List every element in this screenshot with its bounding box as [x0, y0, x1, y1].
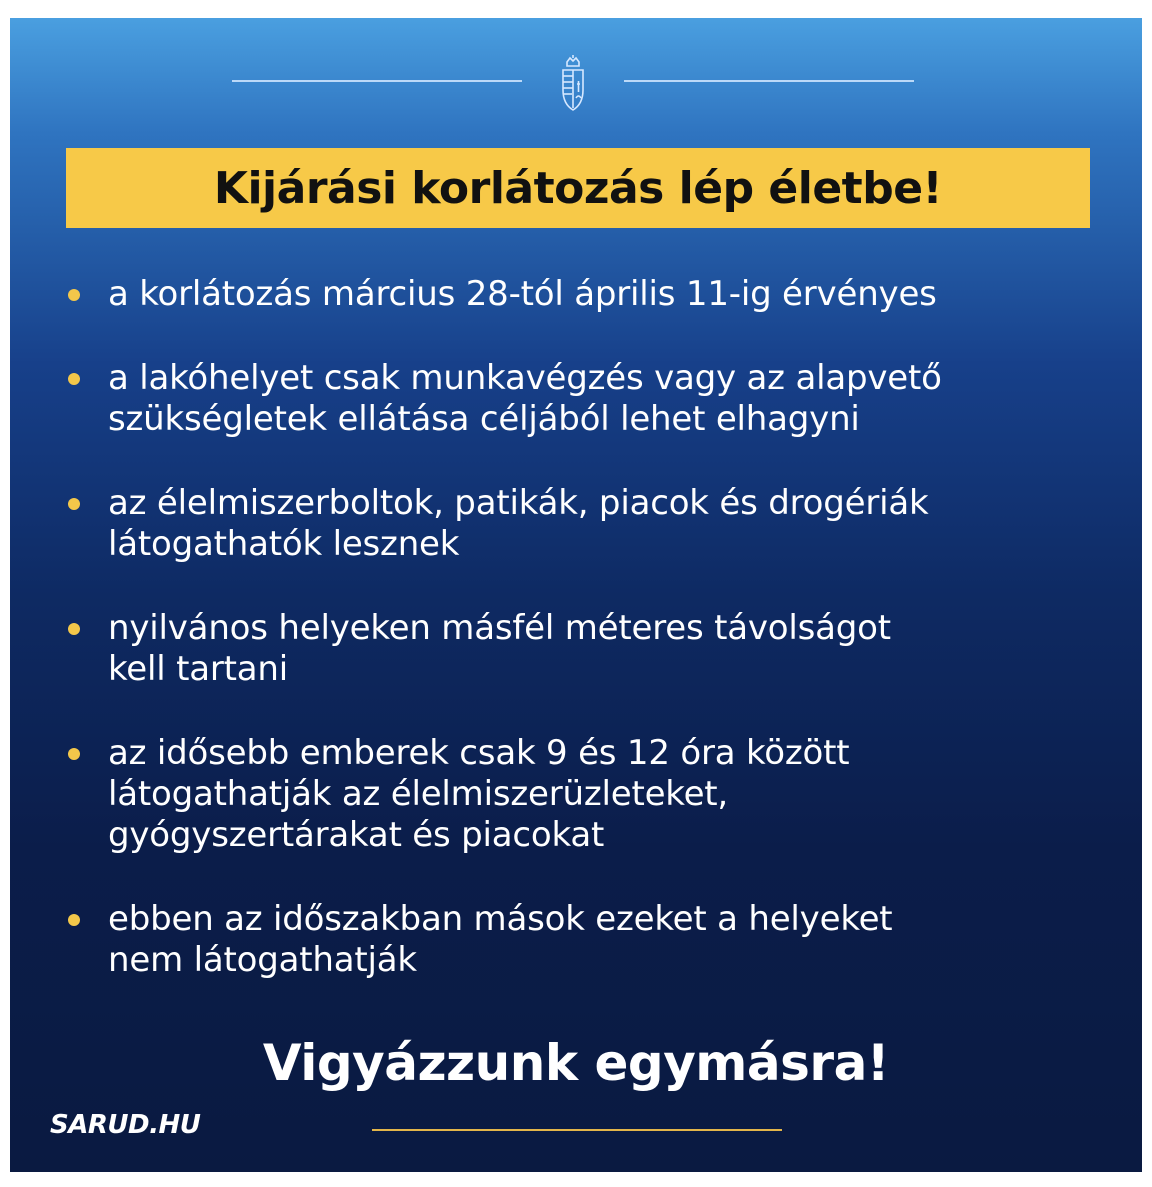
list-item-text: szükségletek ellátása céljából lehet elhagyni [108, 399, 860, 439]
top-divider-right [624, 80, 914, 82]
slogan: Vigyázzunk egymásra! [262, 1034, 890, 1092]
watermark: SARUD.HU [50, 1110, 201, 1140]
list-item [60, 483, 1120, 565]
bullet-list [60, 274, 1120, 981]
list-item [60, 274, 1120, 315]
headline-banner [66, 148, 1090, 228]
list-item-text: a lakóhelyet csak munkavégzés vagy az alapvető [108, 358, 942, 398]
bullet-dot-icon [68, 289, 80, 301]
list-item-text: ebben az időszakban mások ezeket a helyeket [108, 899, 893, 939]
headline: Kijárási korlátozás lép életbe! [213, 162, 943, 214]
bottom-divider [372, 1129, 782, 1131]
list-item-text: a korlátozás március 28-tól április 11-ig érvényes [108, 274, 937, 314]
list-item-text: látogathatják az élelmiszerüzleteket, [108, 774, 729, 814]
poster [10, 18, 1142, 1172]
bullet-dot-icon [68, 623, 80, 635]
bullet-dot-icon [68, 373, 80, 385]
list-item-text: nem látogathatják [108, 940, 417, 980]
list-item-text: nyilvános helyeken másfél méteres távolságot [108, 608, 891, 648]
coat-of-arms-icon [558, 54, 588, 112]
bullet-dot-icon [68, 498, 80, 510]
top-divider-left [232, 80, 522, 82]
bullet-dot-icon [68, 914, 80, 926]
list-item [60, 899, 1120, 981]
list-item-text: látogathatók lesznek [108, 524, 460, 564]
list-item-text: az élelmiszerboltok, patikák, piacok és drogériák [108, 483, 929, 523]
list-item-text: az idősebb emberek csak 9 és 12 óra között [108, 733, 850, 773]
list-item [60, 608, 1120, 690]
list-item-text: gyógyszertárakat és piacokat [108, 815, 605, 855]
list-item-text: kell tartani [108, 649, 289, 689]
bullet-dot-icon [68, 748, 80, 760]
list-item [60, 358, 1120, 440]
list-item [60, 733, 1120, 856]
